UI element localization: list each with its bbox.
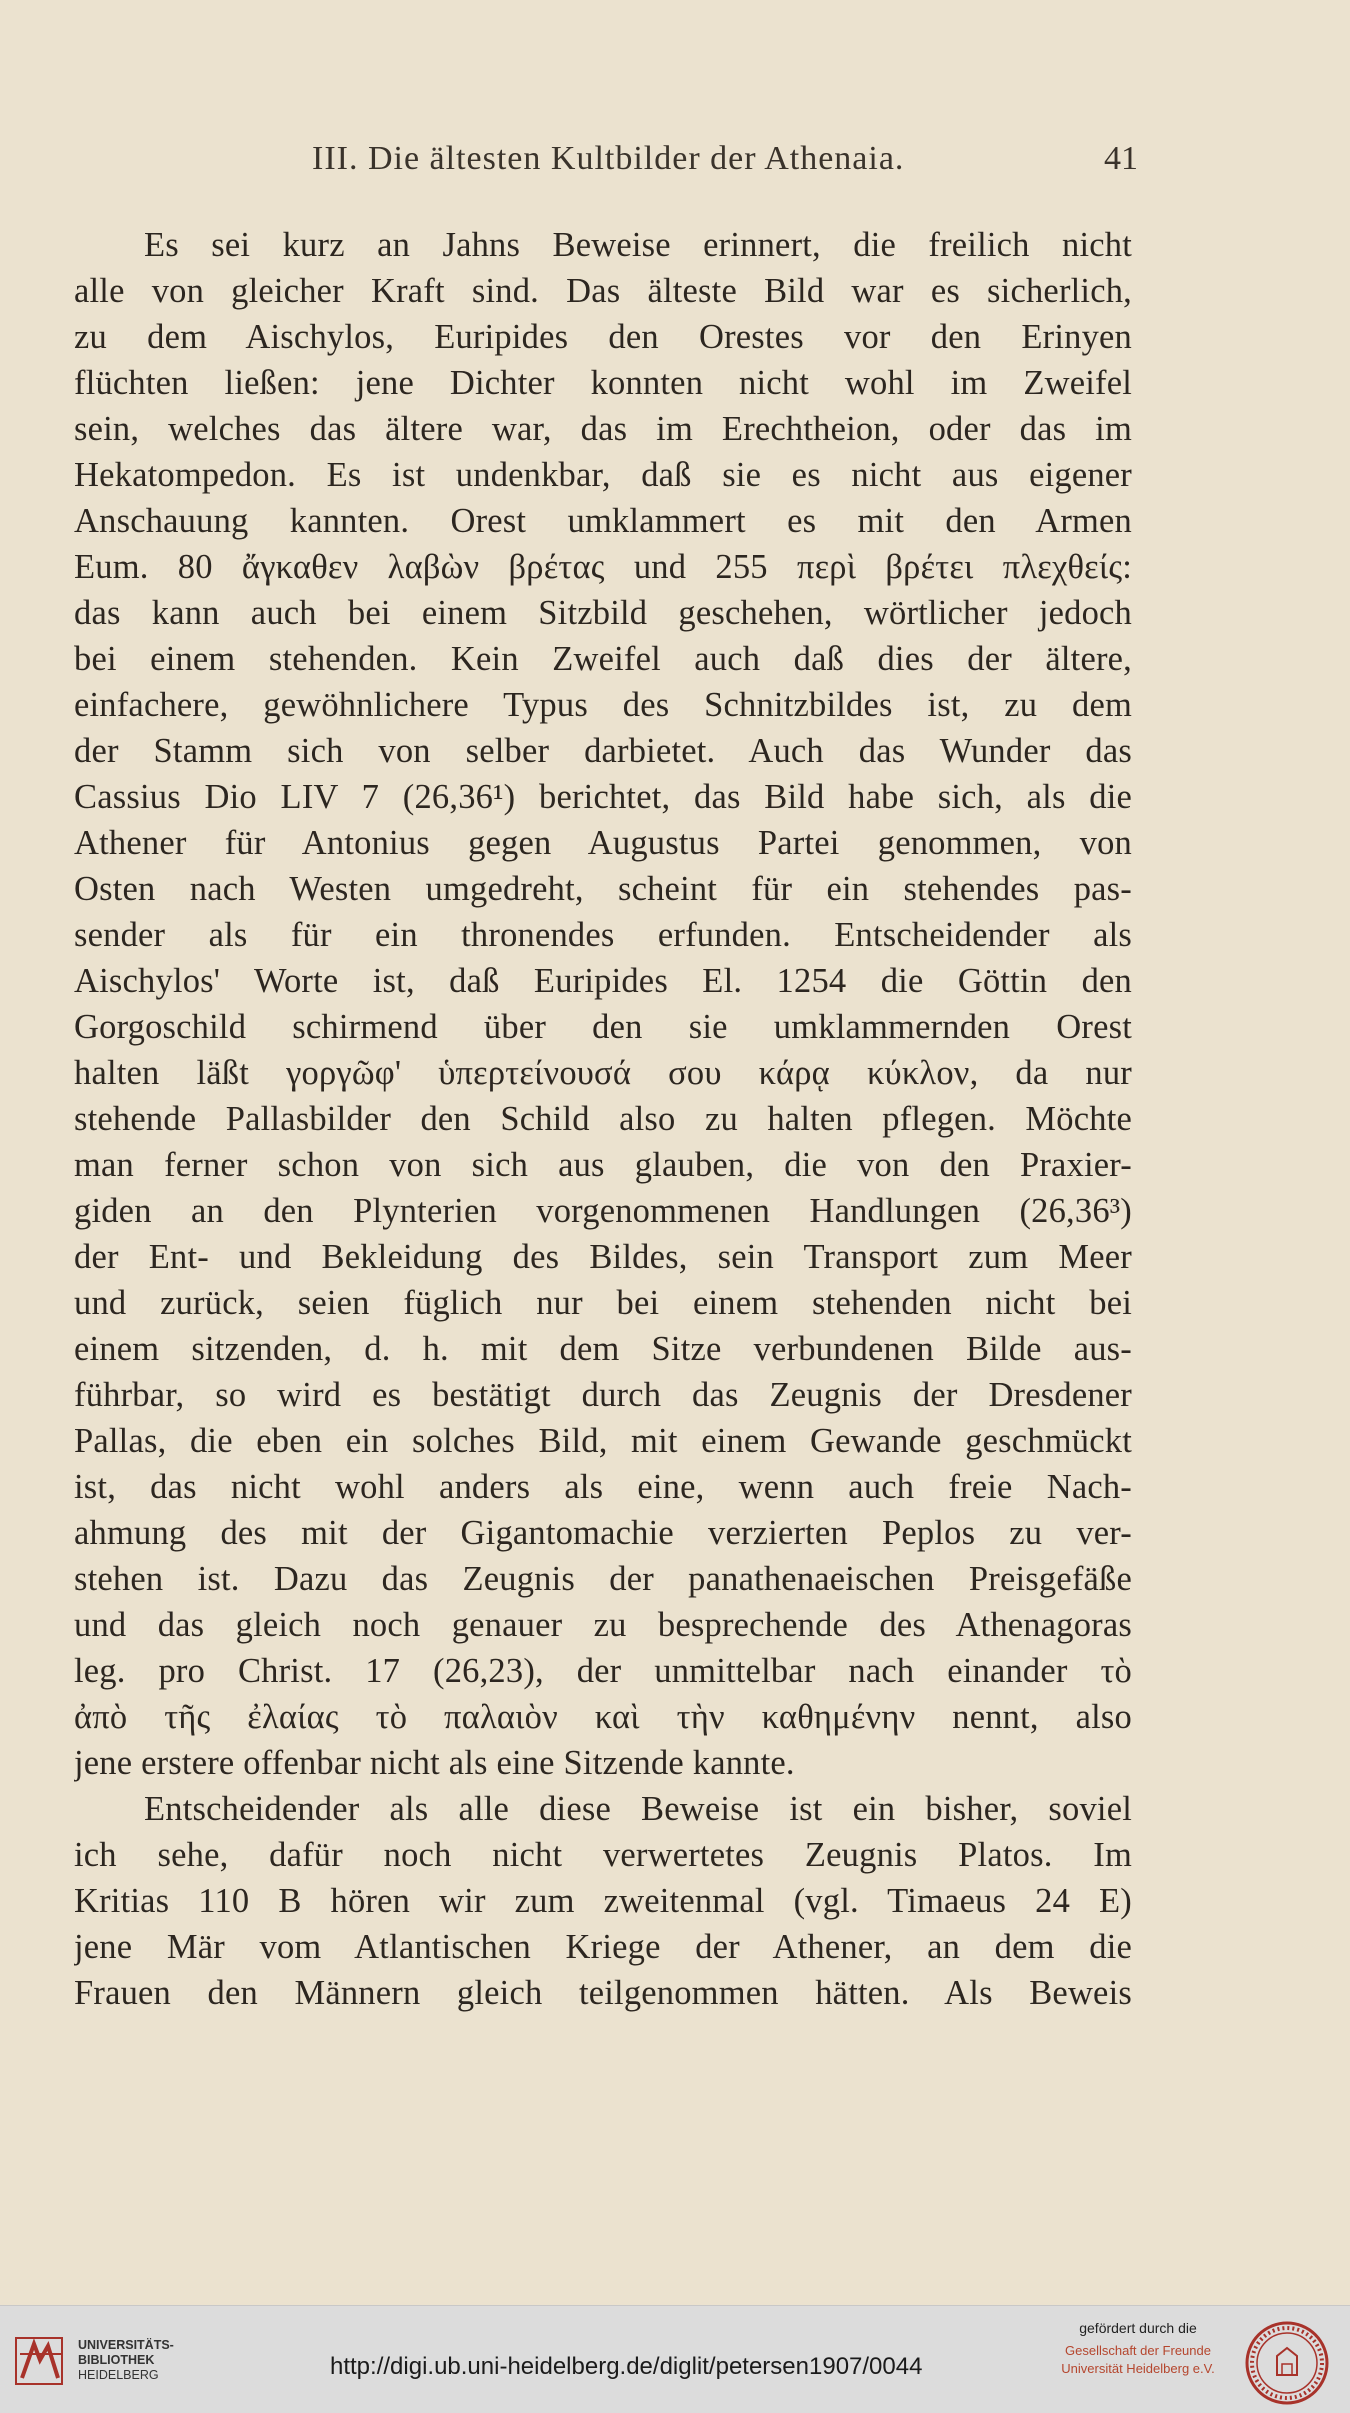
text-line: bei einem stehenden. Kein Zweifel auch daß dies der ältere,: [74, 640, 1132, 678]
text-line: jene Mär vom Atlantischen Kriege der Athener, an dem die: [74, 1928, 1132, 1966]
text-line: Hekatompedon. Es ist undenkbar, daß sie es nicht aus eigener: [74, 456, 1132, 494]
text-line: ich sehe, dafür noch nicht verwertetes Zeugnis Platos. Im: [74, 1836, 1132, 1874]
text-line: und das gleich noch genauer zu besprechende des Athenagoras: [74, 1606, 1132, 1644]
permalink-url[interactable]: http://digi.ub.uni-heidelberg.de/diglit/petersen1907/0044: [330, 2353, 923, 2380]
library-line-1: UNIVERSITÄTS-: [78, 2338, 174, 2352]
text-line: Kritias 110 B hören wir zum zweitenmal (vgl. Timaeus 24 E): [74, 1882, 1132, 1920]
text-line: man ferner schon von sich aus glauben, die von den Praxier-: [74, 1146, 1132, 1184]
text-line: Entscheidender als alle diese Beweise ist ein bisher, soviel: [144, 1790, 1132, 1828]
library-name: [78, 2338, 174, 2383]
sponsor-block: [1038, 2320, 1238, 2378]
text-line: alle von gleicher Kraft sind. Das älteste Bild war es sicherlich,: [74, 272, 1132, 310]
text-line: Eum. 80 ἄγκαθεν λαβὼν βρέτας und 255 περὶ βρέτει πλεχθείς:: [74, 548, 1132, 586]
text-line: führbar, so wird es bestätigt durch das Zeugnis der Dresdener: [74, 1376, 1132, 1414]
text-line: das kann auch bei einem Sitzbild geschehen, wörtlicher jedoch: [74, 594, 1132, 632]
text-line: Pallas, die eben ein solches Bild, mit einem Gewande geschmückt: [74, 1422, 1132, 1460]
text-line: giden an den Plynterien vorgenommenen Handlungen (26,36³): [74, 1192, 1132, 1230]
text-line: der Stamm sich von selber darbietet. Auch das Wunder das: [74, 732, 1132, 770]
text-line: Anschauung kannten. Orest umklammert es mit den Armen: [74, 502, 1132, 540]
text-line: der Ent- und Bekleidung des Bildes, sein Transport zum Meer: [74, 1238, 1132, 1276]
text-line: Athener für Antonius gegen Augustus Partei genommen, von: [74, 824, 1132, 862]
text-line: stehende Pallasbilder den Schild also zu halten pflegen. Möchte: [74, 1100, 1132, 1138]
text-line: Aischylos' Worte ist, daß Euripides El. 1254 die Göttin den: [74, 962, 1132, 1000]
text-line: ἀπὸ τῆς ἐλαίας τὸ παλαιὸν καὶ τὴν καθημένην nennt, also: [74, 1698, 1132, 1736]
text-line: stehen ist. Dazu das Zeugnis der panathenaeischen Preisgefäße: [74, 1560, 1132, 1598]
text-line: flüchten ließen: jene Dichter konnten nicht wohl im Zweifel: [74, 364, 1132, 402]
text-line: halten läßt γοργῶφ' ὑπερτείνουσά σου κάρᾳ κύκλον, da nur: [74, 1054, 1132, 1092]
text-line: Osten nach Westen umgedreht, scheint für ein stehendes pas-: [74, 870, 1132, 908]
funded-by-label: gefördert durch die: [1079, 2320, 1197, 2336]
text-line: Cassius Dio LIV 7 (26,36¹) berichtet, das Bild habe sich, als die: [74, 778, 1132, 816]
text-line: ist, das nicht wohl anders als eine, wenn auch freie Nach-: [74, 1468, 1132, 1506]
text-line: einfachere, gewöhnlichere Typus des Schnitzbildes ist, zu dem: [74, 686, 1132, 724]
text-line: Gorgoschild schirmend über den sie umklammernden Orest: [74, 1008, 1132, 1046]
text-line: jene erstere offenbar nicht als eine Sitzende kannte.: [74, 1744, 795, 1782]
body-text: [74, 222, 1132, 2016]
library-line-2: BIBLIOTHEK: [78, 2353, 155, 2367]
running-header: [0, 140, 1350, 190]
library-line-3: HEIDELBERG: [78, 2368, 159, 2382]
sponsor-line-2: Universität Heidelberg e.V.: [1061, 2361, 1215, 2376]
text-line: sender als für ein thronendes erfunden. Entscheidender als: [74, 916, 1132, 954]
university-seal-icon: [1244, 2320, 1330, 2406]
text-line: Frauen den Männern gleich teilgenommen hätten. Als Beweis: [74, 1974, 1132, 2012]
library-logo-icon: [14, 2334, 68, 2388]
text-line: Es sei kurz an Jahns Beweise erinnert, die freilich nicht: [144, 226, 1132, 264]
text-line: leg. pro Christ. 17 (26,23), der unmittelbar nach einander τὸ: [74, 1652, 1132, 1690]
text-line: sein, welches das ältere war, das im Erechtheion, oder das im: [74, 410, 1132, 448]
footer-bar: [0, 2305, 1350, 2413]
text-line: einem sitzenden, d. h. mit dem Sitze verbundenen Bilde aus-: [74, 1330, 1132, 1368]
running-title: III. Die ältesten Kultbilder der Athenaia.: [312, 140, 905, 177]
text-line: zu dem Aischylos, Euripides den Orestes vor den Erinyen: [74, 318, 1132, 356]
page-number: 41: [1104, 140, 1138, 177]
text-line: ahmung des mit der Gigantomachie verzierten Peplos zu ver-: [74, 1514, 1132, 1552]
sponsor-line-1: Gesellschaft der Freunde: [1065, 2343, 1211, 2358]
text-line: und zurück, seien füglich nur bei einem stehenden nicht bei: [74, 1284, 1132, 1322]
